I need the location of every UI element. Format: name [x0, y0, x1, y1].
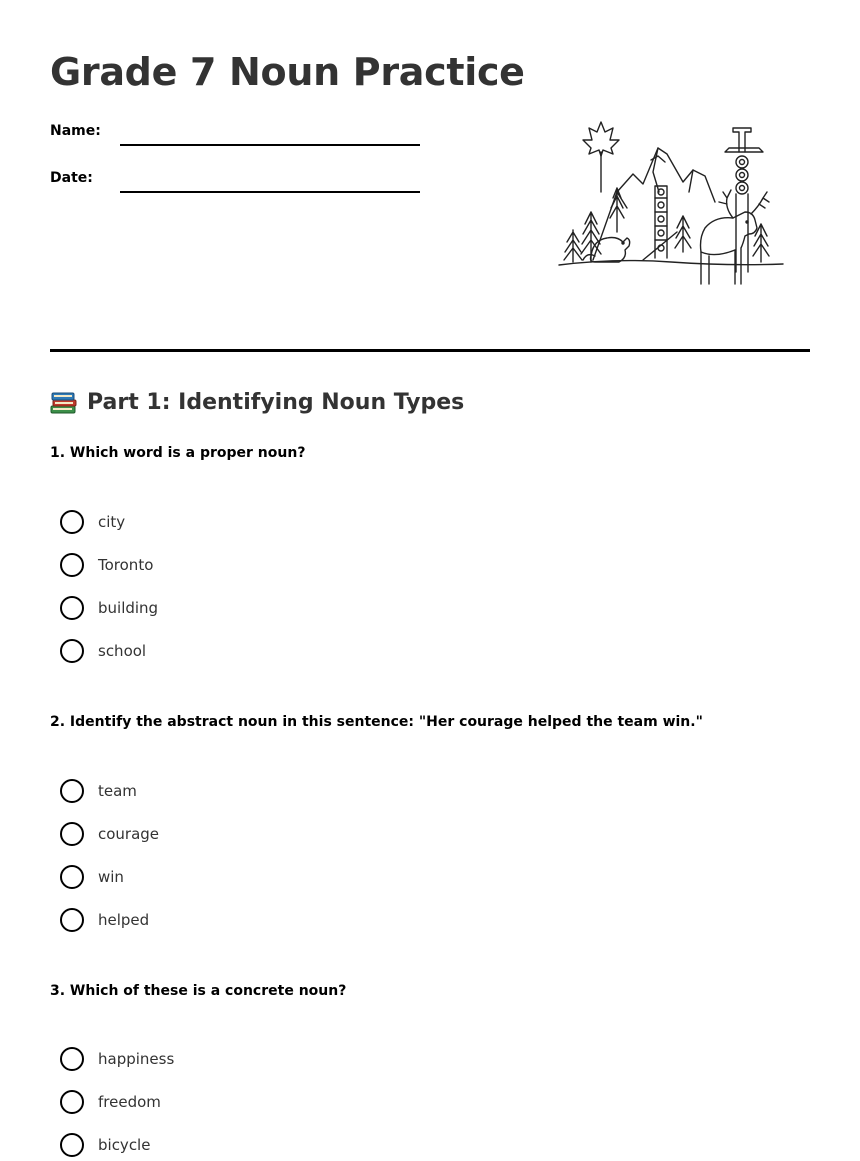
option-label: city	[98, 513, 126, 531]
option-label: courage	[98, 825, 160, 843]
radio-button[interactable]	[60, 908, 84, 932]
date-label: Date:	[50, 170, 93, 186]
option-label: freedom	[98, 1093, 161, 1111]
worksheet-page	[50, 0, 810, 1161]
q1-option-school[interactable]	[60, 638, 146, 664]
question-1: 1. Which word is a proper noun?	[50, 445, 306, 461]
q2-option-win[interactable]	[60, 864, 124, 890]
radio-button[interactable]	[60, 596, 84, 620]
option-label: Toronto	[98, 556, 154, 574]
option-label: happiness	[98, 1050, 175, 1068]
option-label: helped	[98, 911, 150, 929]
page-title: Grade 7 Noun Practice	[50, 50, 525, 94]
part1-title: Part 1: Identifying Noun Types	[87, 389, 465, 415]
q2-option-team[interactable]	[60, 778, 137, 804]
q1-option-building[interactable]	[60, 595, 158, 621]
option-label: building	[98, 599, 159, 617]
radio-button[interactable]	[60, 553, 84, 577]
name-input-line[interactable]	[120, 144, 420, 146]
radio-button[interactable]	[60, 822, 84, 846]
radio-button[interactable]	[60, 510, 84, 534]
radio-button[interactable]	[60, 1133, 84, 1157]
question-3: 3. Which of these is a concrete noun?	[50, 983, 347, 999]
question-2: 2. Identify the abstract noun in this sentence: "Her courage helped the team win."	[50, 714, 703, 730]
part1-heading	[50, 389, 464, 415]
radio-button[interactable]	[60, 865, 84, 889]
books-icon	[50, 389, 77, 415]
option-label: school	[98, 642, 147, 660]
q3-option-freedom[interactable]	[60, 1089, 161, 1115]
option-label: team	[98, 782, 137, 800]
radio-button[interactable]	[60, 1090, 84, 1114]
q3-option-happiness[interactable]	[60, 1046, 174, 1072]
radio-button[interactable]	[60, 1047, 84, 1071]
radio-button[interactable]	[60, 639, 84, 663]
q1-option-city[interactable]	[60, 509, 125, 535]
q2-option-helped[interactable]	[60, 907, 149, 933]
q1-option-toronto[interactable]	[60, 552, 153, 578]
option-label: bicycle	[98, 1136, 151, 1154]
option-label: win	[98, 868, 124, 886]
radio-button[interactable]	[60, 779, 84, 803]
q3-option-bicycle[interactable]	[60, 1132, 150, 1158]
q2-option-courage[interactable]	[60, 821, 159, 847]
name-field	[50, 123, 430, 153]
name-label: Name:	[50, 123, 101, 139]
section-divider	[50, 349, 810, 352]
date-input-line[interactable]	[120, 191, 420, 193]
date-field	[50, 170, 430, 200]
canadian-landscape-illustration	[555, 112, 787, 292]
